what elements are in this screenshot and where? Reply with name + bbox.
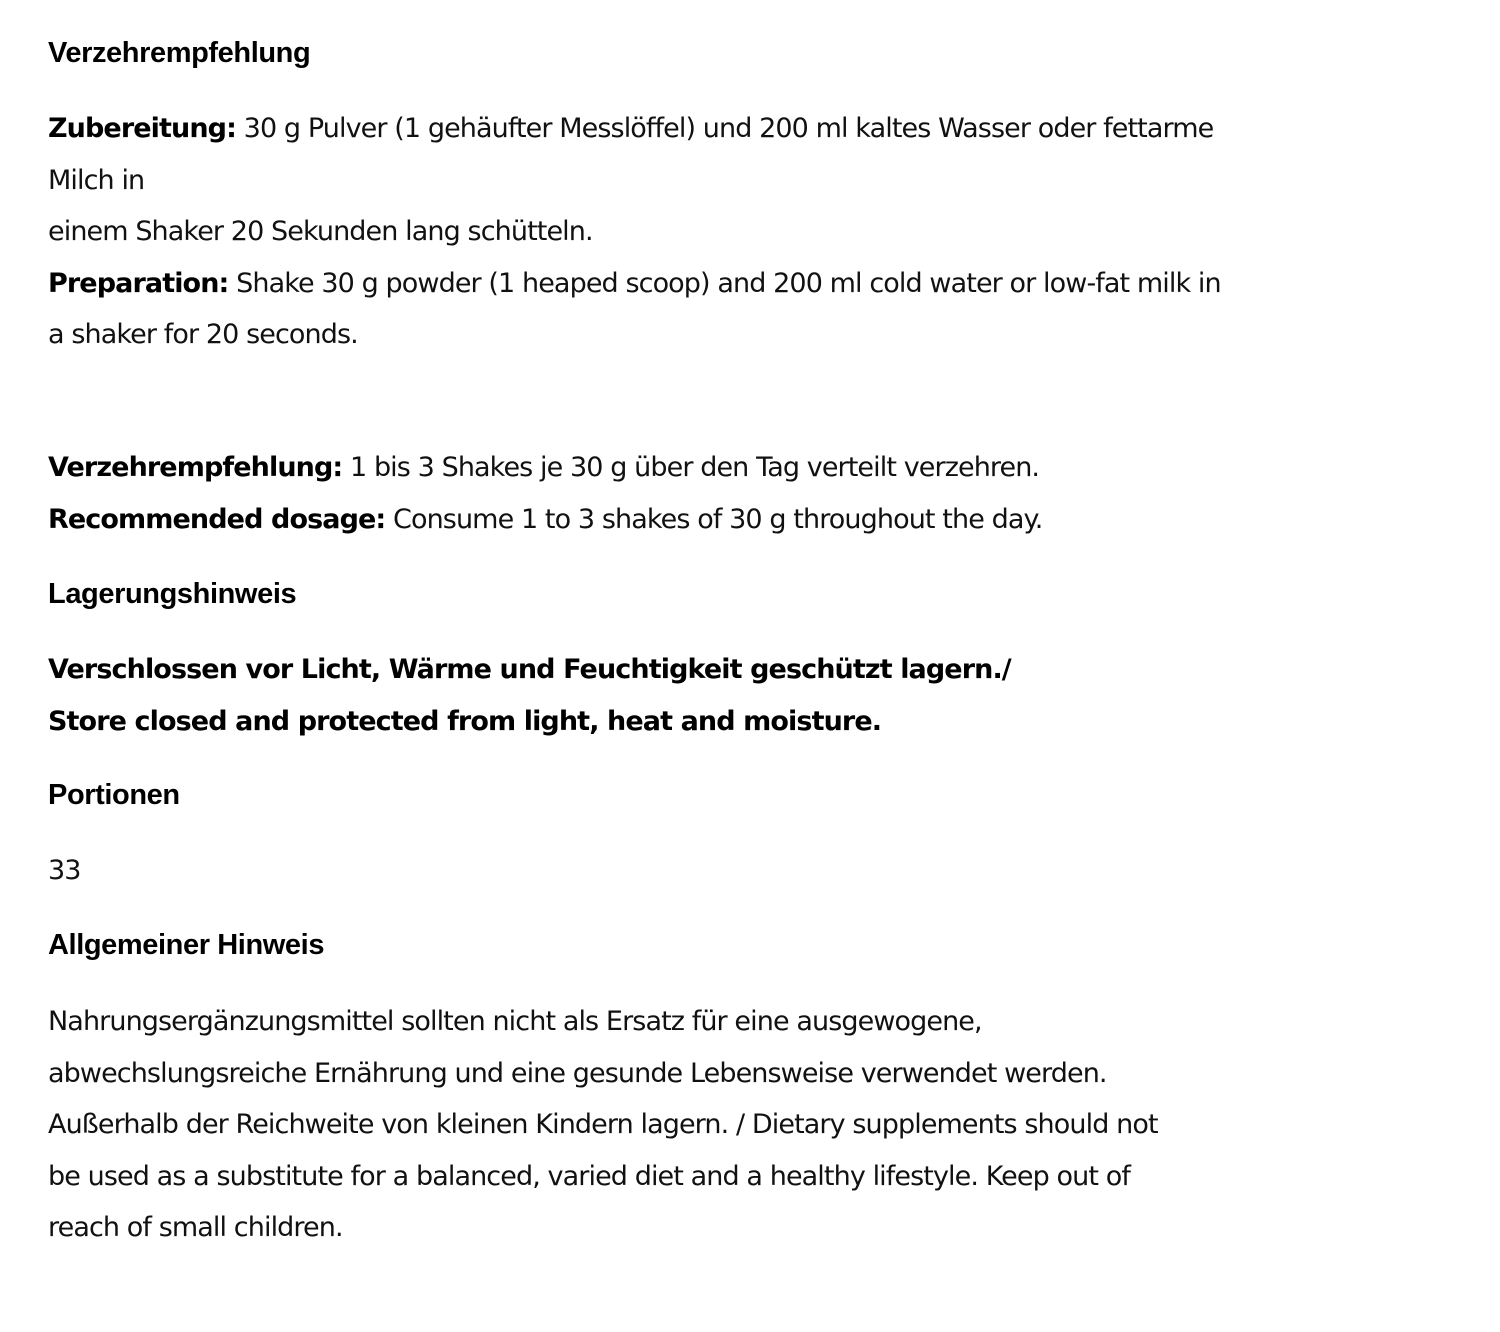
dosage-en-label: Recommended dosage:: [48, 503, 386, 535]
prep-en-label: Preparation:: [48, 267, 229, 299]
storage-line-de: Verschlossen vor Licht, Wärme und Feuchtigkeit geschützt lagern./: [48, 654, 1011, 685]
prep-en-line-1: [48, 258, 1221, 310]
prep-de-text: 30 g Pulver (1 gehäufter Messlöffel) und 200 ml kaltes Wasser oder fettarme: [236, 113, 1214, 144]
dosage-de-line: [48, 442, 1042, 494]
general-note-paragraph: [48, 996, 1388, 1254]
prep-en-text: Shake 30 g powder (1 heaped scoop) and 200 ml cold water or low-fat milk in: [228, 267, 1221, 299]
general-note-heading: Allgemeiner Hinweis: [48, 929, 325, 961]
prep-en-line-2: a shaker for 20 seconds.: [48, 319, 358, 350]
consumption-heading: Verzehrempfehlung: [48, 37, 311, 69]
dosage-de-text: 1 bis 3 Shakes je 30 g über den Tag verteilt verzehren.: [342, 452, 1040, 483]
portions-heading: Portionen: [48, 779, 180, 811]
prep-de-line-3: einem Shaker 20 Sekunden lang schütteln.: [48, 216, 593, 247]
note-line-5: reach of small children.: [48, 1212, 343, 1243]
prep-de-line-1: [48, 103, 1221, 155]
dosage-de-label: Verzehrempfehlung:: [48, 452, 343, 483]
note-line-1: Nahrungsergänzungsmittel sollten nicht als Ersatz für eine ausgewogene,: [48, 1006, 982, 1037]
dosage-paragraph: [48, 442, 1042, 545]
note-line-4: be used as a substitute for a balanced, varied diet and a healthy lifestyle. Keep out of: [48, 1160, 1130, 1192]
dosage-en-text: Consume 1 to 3 shakes of 30 g throughout the day.: [385, 503, 1043, 535]
preparation-paragraph: [48, 103, 1221, 361]
storage-line-en: Store closed and protected from light, heat and moisture.: [48, 705, 882, 737]
prep-de-line-2: Milch in: [48, 164, 145, 196]
note-line-2: abwechslungsreiche Ernährung und eine gesunde Lebensweise verwendet werden.: [48, 1057, 1107, 1089]
storage-heading: Lagerungshinweis: [48, 578, 297, 610]
storage-paragraph: [48, 644, 1011, 747]
portions-value: 33: [48, 855, 81, 886]
dosage-en-line: [48, 494, 1042, 546]
note-line-3: Außerhalb der Reichweite von kleinen Kindern lagern. / Dietary supplements should not: [48, 1109, 1158, 1140]
prep-de-label: Zubereitung:: [48, 113, 236, 144]
